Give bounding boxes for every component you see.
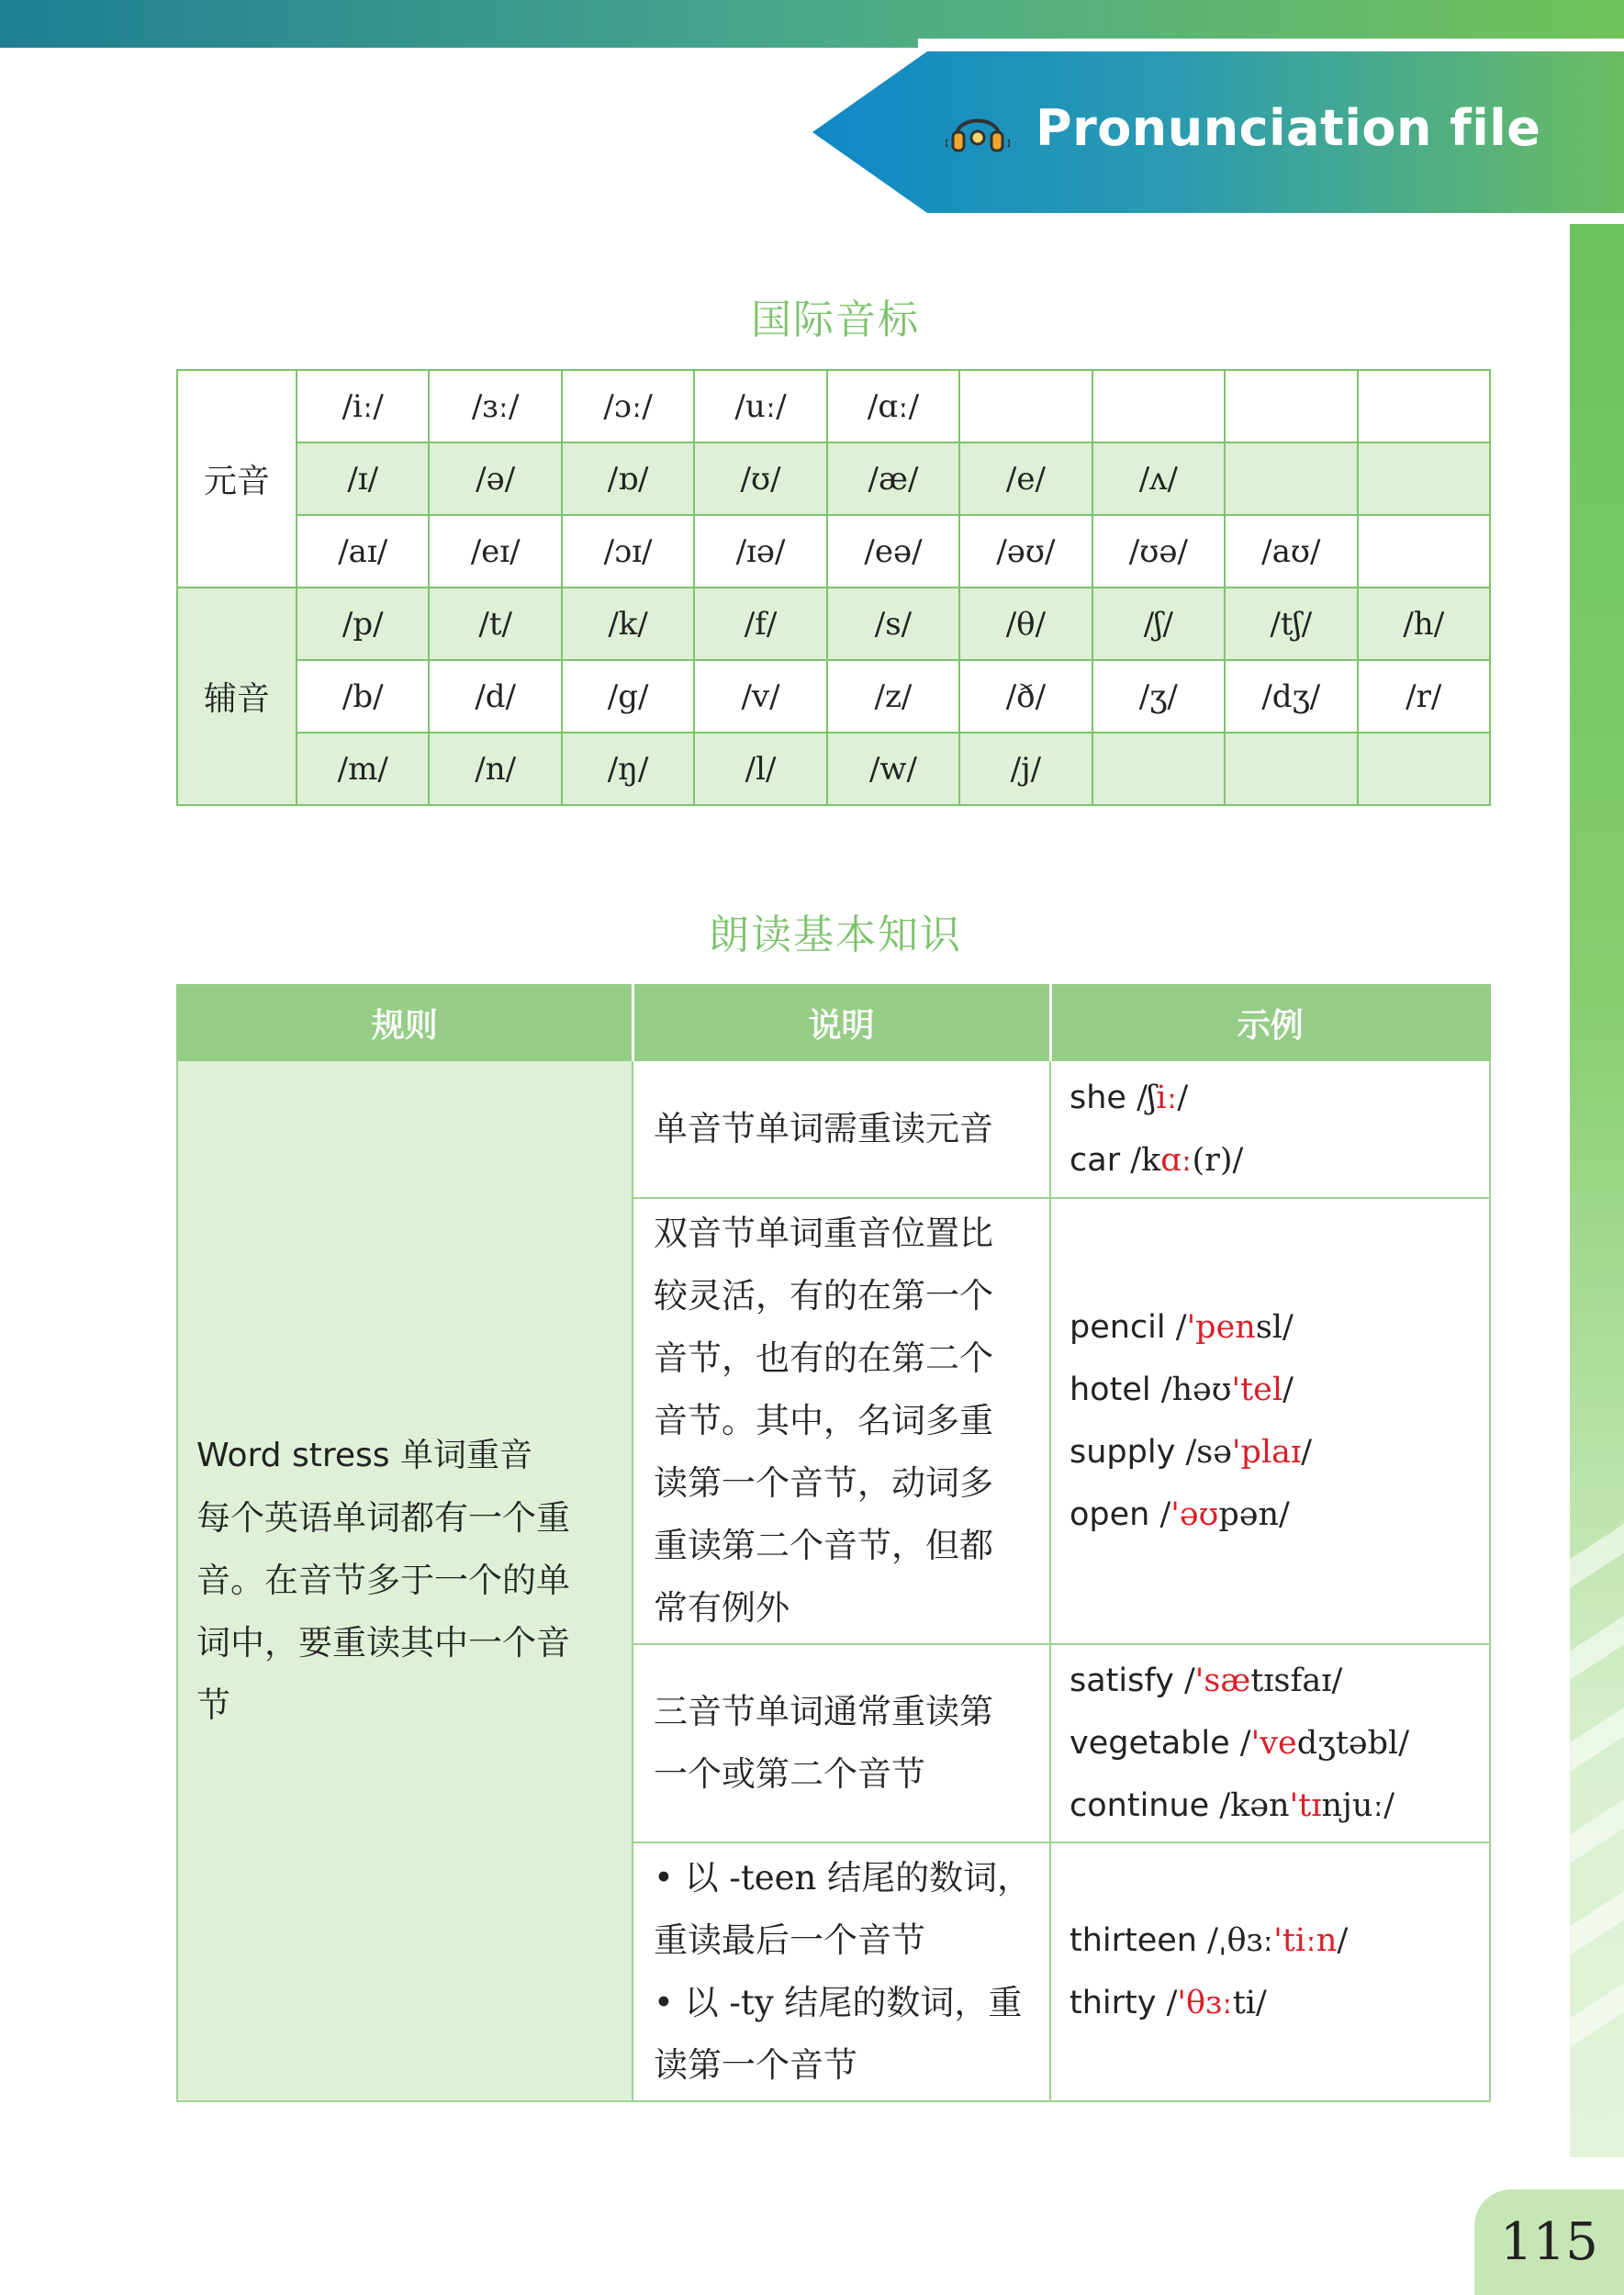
ipa-symbol-cell: /ɜː/	[429, 370, 561, 442]
example-space	[1209, 1787, 1219, 1824]
ipa-symbol-cell	[959, 370, 1092, 442]
ipa-symbol-cell: /ɔɪ/	[562, 515, 694, 588]
stressed-syllable: iː	[1156, 1080, 1178, 1116]
phonetic-part: /	[1337, 1922, 1349, 1959]
phonetic-part: /ˌθɜː	[1207, 1922, 1274, 1959]
example-word: vegetable	[1070, 1725, 1230, 1762]
explanation-line: 常有例外	[654, 1588, 790, 1628]
ipa-symbol-cell: /ʌ/	[1092, 442, 1225, 515]
example-space	[1149, 1496, 1159, 1533]
ipa-symbol-cell	[1358, 442, 1491, 515]
example-word: satisfy	[1070, 1662, 1174, 1699]
ipa-row	[177, 733, 1490, 805]
vowel-label: 元音	[177, 370, 297, 588]
example-line	[1070, 1712, 1478, 1774]
ipa-symbol-cell: /eə/	[827, 515, 959, 588]
example-space	[1166, 1309, 1176, 1346]
ipa-symbol-cell: /aʊ/	[1225, 515, 1357, 588]
example-space	[1120, 1142, 1130, 1179]
example-space	[1156, 1985, 1166, 2021]
rule-heading-en: Word stress	[196, 1437, 390, 1474]
example-line	[1070, 1421, 1478, 1483]
stressed-syllable: 'tel	[1231, 1371, 1283, 1408]
stressed-syllable: 'θɜː	[1177, 1985, 1233, 2021]
ipa-symbol-cell: /ɑː/	[827, 370, 959, 442]
phonetic-part: /	[1175, 1309, 1187, 1346]
example-phonetic	[1184, 1662, 1342, 1699]
rule-heading-space	[390, 1437, 400, 1474]
example-line	[1070, 1359, 1478, 1421]
ipa-symbol-cell: /p/	[297, 588, 429, 660]
explanation-line: 双音节单词重音位置比	[654, 1214, 993, 1253]
example-phonetic	[1176, 1309, 1294, 1346]
phonetic-part: /	[1301, 1434, 1312, 1471]
example-space	[1175, 1434, 1185, 1471]
ipa-table	[176, 369, 1491, 806]
header-explanation: 说明	[633, 985, 1050, 1060]
stressed-syllable: ɑː	[1160, 1142, 1193, 1179]
stressed-syllable: 'pen	[1186, 1309, 1256, 1346]
ipa-row	[177, 660, 1490, 733]
rule-heading-zh: 单词重音	[399, 1437, 532, 1474]
phonetic-part: /	[1159, 1496, 1171, 1533]
rule-description-line: 音。在音节多于一个的单	[196, 1561, 570, 1600]
side-decoration-bar	[1570, 224, 1624, 2157]
ipa-section-title: 国际音标	[751, 297, 920, 343]
example-line	[1070, 1972, 1478, 2034]
ipa-symbol-cell: /ɒ/	[562, 442, 694, 515]
example-line	[1070, 1483, 1478, 1546]
explanation-line: 单音节单词需重读元音	[654, 1109, 993, 1148]
phonetic-part: /sə	[1185, 1434, 1232, 1471]
phonetic-part: /	[1239, 1725, 1251, 1762]
ipa-row	[177, 588, 1490, 660]
ipa-symbol-cell	[1092, 733, 1225, 805]
explanation-cell	[633, 1842, 1050, 2101]
ipa-symbol-cell: /ə/	[429, 442, 561, 515]
stressed-syllable: 'sæ	[1194, 1662, 1251, 1699]
examples-cell	[1050, 1198, 1490, 1644]
example-line	[1070, 1650, 1478, 1712]
ipa-row	[177, 442, 1490, 515]
stressed-syllable: 've	[1250, 1725, 1297, 1762]
phonetic-part: njuː/	[1321, 1787, 1395, 1824]
example-word: she	[1070, 1080, 1126, 1116]
page-title: Pronunciation file	[1036, 99, 1541, 157]
phonetic-part: /kən	[1219, 1787, 1290, 1824]
rule-description-line: 节	[196, 1685, 230, 1725]
example-word: thirteen	[1070, 1922, 1197, 1959]
explanation-line: 三音节单词通常重读第	[654, 1692, 993, 1731]
explanation-cell	[633, 1060, 1050, 1198]
ipa-symbol-cell: /dʒ/	[1225, 660, 1357, 733]
phonetic-part: (r)/	[1192, 1142, 1244, 1179]
ipa-symbol-cell: /e/	[959, 442, 1092, 515]
explanation-line: 读第一个音节	[654, 2045, 857, 2085]
table-header-row	[177, 985, 1490, 1060]
stressed-syllable: 'plaɪ	[1231, 1434, 1302, 1471]
rule-description-line: 每个英语单词都有一个重	[196, 1498, 570, 1538]
explanation-line: 音节。其中，名词多重	[654, 1401, 993, 1440]
reading-section-title: 朗读基本知识	[709, 912, 962, 958]
ipa-symbol-cell: /uː/	[694, 370, 826, 442]
example-phonetic	[1167, 1985, 1267, 2021]
ipa-symbol-cell	[1225, 442, 1357, 515]
rule-cell	[177, 1060, 633, 2101]
explanation-line: 读第一个音节，动词多	[654, 1463, 993, 1503]
ipa-symbol-cell	[1092, 370, 1225, 442]
phonetic-part: /k	[1130, 1142, 1161, 1179]
ipa-symbol-cell: /m/	[297, 733, 429, 805]
ipa-symbol-cell	[1358, 370, 1491, 442]
example-word: car	[1070, 1142, 1121, 1179]
example-line	[1070, 1909, 1478, 1972]
example-line	[1070, 1129, 1478, 1192]
ipa-symbol-cell: /ʊə/	[1092, 515, 1225, 588]
phonetic-part: /	[1166, 1985, 1178, 2021]
example-phonetic	[1207, 1922, 1348, 1959]
phonetic-part: /	[1177, 1080, 1189, 1116]
reading-rules-table	[176, 984, 1491, 2102]
ipa-symbol-cell	[1225, 370, 1357, 442]
ipa-symbol-cell: /v/	[694, 660, 826, 733]
rule-description-line: 词中，要重读其中一个音	[196, 1623, 570, 1662]
ipa-symbol-cell: /ð/	[959, 660, 1092, 733]
examples-cell	[1050, 1842, 1490, 2101]
ipa-symbol-cell: /ɪ/	[297, 442, 429, 515]
example-word: thirty	[1070, 1985, 1157, 2021]
example-word: continue	[1070, 1787, 1210, 1824]
phonetic-part: /	[1183, 1662, 1195, 1699]
ipa-row	[177, 370, 1490, 442]
ipa-symbol-cell: /aɪ/	[297, 515, 429, 588]
example-space	[1197, 1922, 1207, 1959]
explanation-line: 重读第二个音节，但都	[654, 1526, 993, 1565]
ipa-symbol-cell: /əʊ/	[959, 515, 1092, 588]
ipa-symbol-cell	[1358, 733, 1491, 805]
ipa-symbol-cell: /z/	[827, 660, 959, 733]
ipa-symbol-cell: /ɔː/	[562, 370, 694, 442]
table-row	[177, 1060, 1490, 1198]
explanation-line: 音节，也有的在第二个	[654, 1338, 993, 1378]
explanation-line: 重读最后一个音节	[654, 1920, 925, 1960]
phonetic-part: /	[1282, 1371, 1294, 1408]
ipa-symbol-cell: /ŋ/	[562, 733, 694, 805]
example-line	[1070, 1067, 1478, 1129]
explanation-cell	[633, 1644, 1050, 1842]
phonetic-part: /ʃ	[1137, 1080, 1157, 1116]
example-word: supply	[1070, 1434, 1176, 1471]
examples-cell	[1050, 1060, 1490, 1198]
explanation-line: 一个或第二个音节	[654, 1754, 925, 1794]
example-phonetic	[1130, 1142, 1243, 1179]
page-number: 115	[1500, 2212, 1598, 2272]
ipa-symbol-cell: /t/	[429, 588, 561, 660]
stressed-syllable: 'əʊ	[1170, 1496, 1219, 1533]
example-phonetic	[1137, 1080, 1188, 1116]
example-word: open	[1070, 1496, 1150, 1533]
phonetic-part: sl/	[1255, 1309, 1294, 1346]
example-phonetic	[1185, 1434, 1312, 1471]
example-word: hotel	[1070, 1371, 1151, 1408]
example-word: pencil	[1070, 1309, 1166, 1346]
example-phonetic	[1240, 1725, 1409, 1762]
example-space	[1230, 1725, 1240, 1762]
example-phonetic	[1161, 1371, 1294, 1408]
ipa-symbol-cell: /g/	[562, 660, 694, 733]
ipa-symbol-cell: /ɪə/	[694, 515, 826, 588]
ipa-symbol-cell: /b/	[297, 660, 429, 733]
explanation-line: • 以 -teen 结尾的数词，	[654, 1858, 1032, 1898]
ipa-symbol-cell: /f/	[694, 588, 826, 660]
example-line	[1070, 1774, 1478, 1837]
stressed-syllable: 'tɪ	[1289, 1787, 1322, 1824]
example-space	[1151, 1371, 1161, 1408]
ipa-row	[177, 515, 1490, 588]
banner-gap	[918, 39, 1624, 50]
ipa-symbol-cell: /l/	[694, 733, 826, 805]
ipa-symbol-cell: /w/	[827, 733, 959, 805]
ipa-symbol-cell	[1358, 515, 1491, 588]
headphones-icon	[946, 103, 1010, 162]
header-rule: 规则	[177, 985, 633, 1060]
explanation-line: • 以 -ty 结尾的数词，重	[654, 1983, 1023, 2022]
phonetic-part: /həʊ	[1160, 1371, 1232, 1408]
example-line	[1070, 1296, 1478, 1359]
phonetic-part: ti/	[1232, 1985, 1267, 2021]
explanation-cell	[633, 1198, 1050, 1644]
phonetic-part: dʒtəbl/	[1296, 1725, 1410, 1762]
ipa-symbol-cell: /ʃ/	[1092, 588, 1225, 660]
header-examples: 示例	[1050, 985, 1490, 1060]
ipa-symbol-cell: /iː/	[297, 370, 429, 442]
ipa-symbol-cell: /k/	[562, 588, 694, 660]
ipa-symbol-cell: /h/	[1358, 588, 1491, 660]
phonetic-part: tɪsfaɪ/	[1250, 1662, 1343, 1699]
explanation-line: 较灵活，有的在第一个	[654, 1276, 993, 1315]
ipa-symbol-cell: /θ/	[959, 588, 1092, 660]
ipa-symbol-cell	[1225, 733, 1357, 805]
ipa-symbol-cell: /r/	[1358, 660, 1491, 733]
examples-cell	[1050, 1644, 1490, 1842]
ipa-symbol-cell: /æ/	[827, 442, 959, 515]
example-space	[1174, 1662, 1184, 1699]
example-phonetic	[1219, 1787, 1394, 1824]
ipa-symbol-cell: /ʊ/	[694, 442, 826, 515]
ipa-symbol-cell: /n/	[429, 733, 561, 805]
ipa-symbol-cell: /ʒ/	[1092, 660, 1225, 733]
consonant-label: 辅音	[177, 588, 297, 805]
stressed-syllable: 'tiːn	[1273, 1922, 1338, 1959]
example-phonetic	[1160, 1496, 1290, 1533]
ipa-symbol-cell: /eɪ/	[429, 515, 561, 588]
rule-heading	[196, 1425, 615, 1487]
example-space	[1126, 1080, 1137, 1116]
ipa-symbol-cell: /j/	[959, 733, 1092, 805]
phonetic-part: pən/	[1218, 1496, 1290, 1533]
ipa-symbol-cell: /d/	[429, 660, 561, 733]
ipa-symbol-cell: /s/	[827, 588, 959, 660]
ipa-symbol-cell: /tʃ/	[1225, 588, 1357, 660]
